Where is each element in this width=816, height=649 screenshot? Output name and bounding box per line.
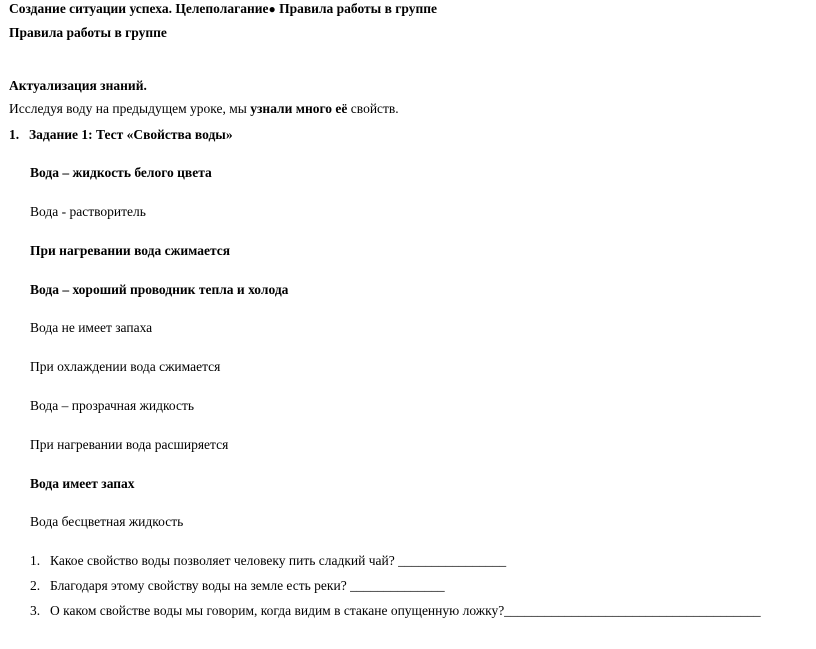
intro-text-after: свойств. (347, 101, 399, 116)
intro-text-before: Исследуя воду на предыдущем уроке, мы (9, 101, 251, 116)
question-item (30, 553, 506, 569)
question-number: 3. (30, 603, 41, 618)
section-title: Актуализация знаний. (9, 78, 147, 93)
statement-item: При нагревании вода сжимается (30, 243, 231, 258)
statement-item: Вода не имеет запаха (30, 320, 153, 335)
statement-item: При нагревании вода расширяется (30, 437, 229, 452)
bullet-icon: ● (268, 2, 276, 16)
question-number: 1. (30, 553, 41, 568)
statement-item: Вода – хороший проводник тепла и холода (30, 282, 289, 297)
task-heading (9, 127, 233, 143)
question-text: О каком свойстве воды мы говорим, когда видим в стакане опущенную ложку?______________________________________ (50, 603, 761, 618)
question-item (30, 578, 445, 594)
question-number: 2. (30, 578, 41, 593)
task-title: Задание 1: Тест «Свойства воды» (29, 127, 233, 142)
question-text: Благодаря этому свойству воды на земле есть реки? ______________ (50, 578, 445, 593)
header-line-1-part2: Правила работы в группе (275, 1, 438, 16)
question-item (30, 603, 761, 619)
question-text: Какое свойство воды позволяет человеку пить сладкий чай? ________________ (50, 553, 507, 568)
header-line-2: Правила работы в группе (9, 25, 167, 40)
intro-text-bold: узнали много её (250, 101, 348, 116)
intro-paragraph (9, 101, 399, 117)
task-number: 1. (9, 127, 20, 142)
statement-item: Вода имеет запах (30, 476, 135, 491)
header-line-1-part1: Создание ситуации успеха. Целеполагание (9, 1, 269, 16)
statement-item: Вода – жидкость белого цвета (30, 165, 212, 180)
statement-item: Вода бесцветная жидкость (30, 514, 184, 529)
statement-item: Вода - растворитель (30, 204, 146, 219)
statement-item: При охлаждении вода сжимается (30, 359, 221, 374)
statement-item: Вода – прозрачная жидкость (30, 398, 195, 413)
header-line-1 (9, 1, 437, 17)
